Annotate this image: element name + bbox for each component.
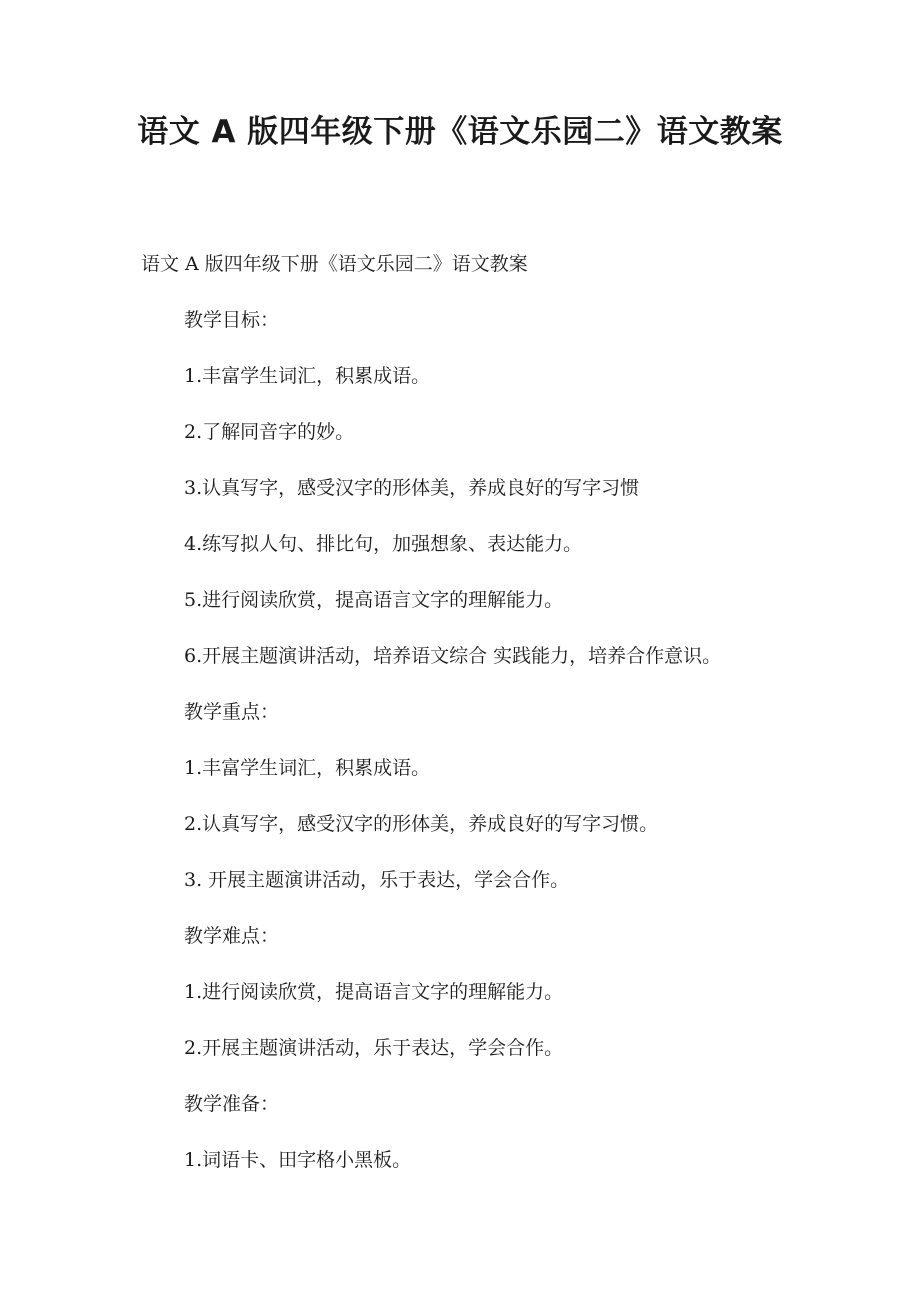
- difficulty-item-2: 2.开展主题演讲活动，乐于表达，学会合作。: [184, 1037, 564, 1059]
- key-point-item-2: 2.认真写字，感受汉字的形体美，养成良好的写字习惯。: [184, 813, 659, 835]
- key-point-item-3: 3. 开展主题演讲活动，乐于表达，学会合作。: [184, 869, 570, 891]
- objective-item-5: 5.进行阅读欣赏，提高语言文字的理解能力。: [184, 589, 564, 611]
- document-body: [0, 244, 920, 1196]
- objective-item-1: 1.丰富学生词汇，积累成语。: [184, 365, 431, 387]
- objective-item-3: 3.认真写字，感受汉字的形体美，养成良好的写字习惯: [184, 477, 640, 499]
- objective-item-4: 4.练写拟人句、排比句，加强想象、表达能力。: [184, 533, 583, 555]
- subtitle-paragraph: 语文 A 版四年级下册《语文乐园二》语文教案: [141, 253, 528, 275]
- section-heading-preparation: 教学准备：: [184, 1093, 280, 1115]
- difficulty-item-1: 1.进行阅读欣赏，提高语言文字的理解能力。: [184, 981, 564, 1003]
- document-title: 语文 A 版四年级下册《语文乐园二》语文教案: [137, 114, 783, 150]
- objective-item-6: 6.开展主题演讲活动，培养语文综合 实践能力，培养合作意识。: [184, 645, 722, 667]
- key-point-item-1: 1.丰富学生词汇，积累成语。: [184, 757, 431, 779]
- objective-item-2: 2.了解同音字的妙。: [184, 421, 355, 443]
- section-heading-difficulties: 教学难点：: [184, 925, 280, 947]
- section-heading-objectives: 教学目标：: [184, 309, 280, 331]
- preparation-item-1: 1.词语卡、田字格小黑板。: [184, 1149, 412, 1171]
- section-heading-key-points: 教学重点：: [184, 701, 280, 723]
